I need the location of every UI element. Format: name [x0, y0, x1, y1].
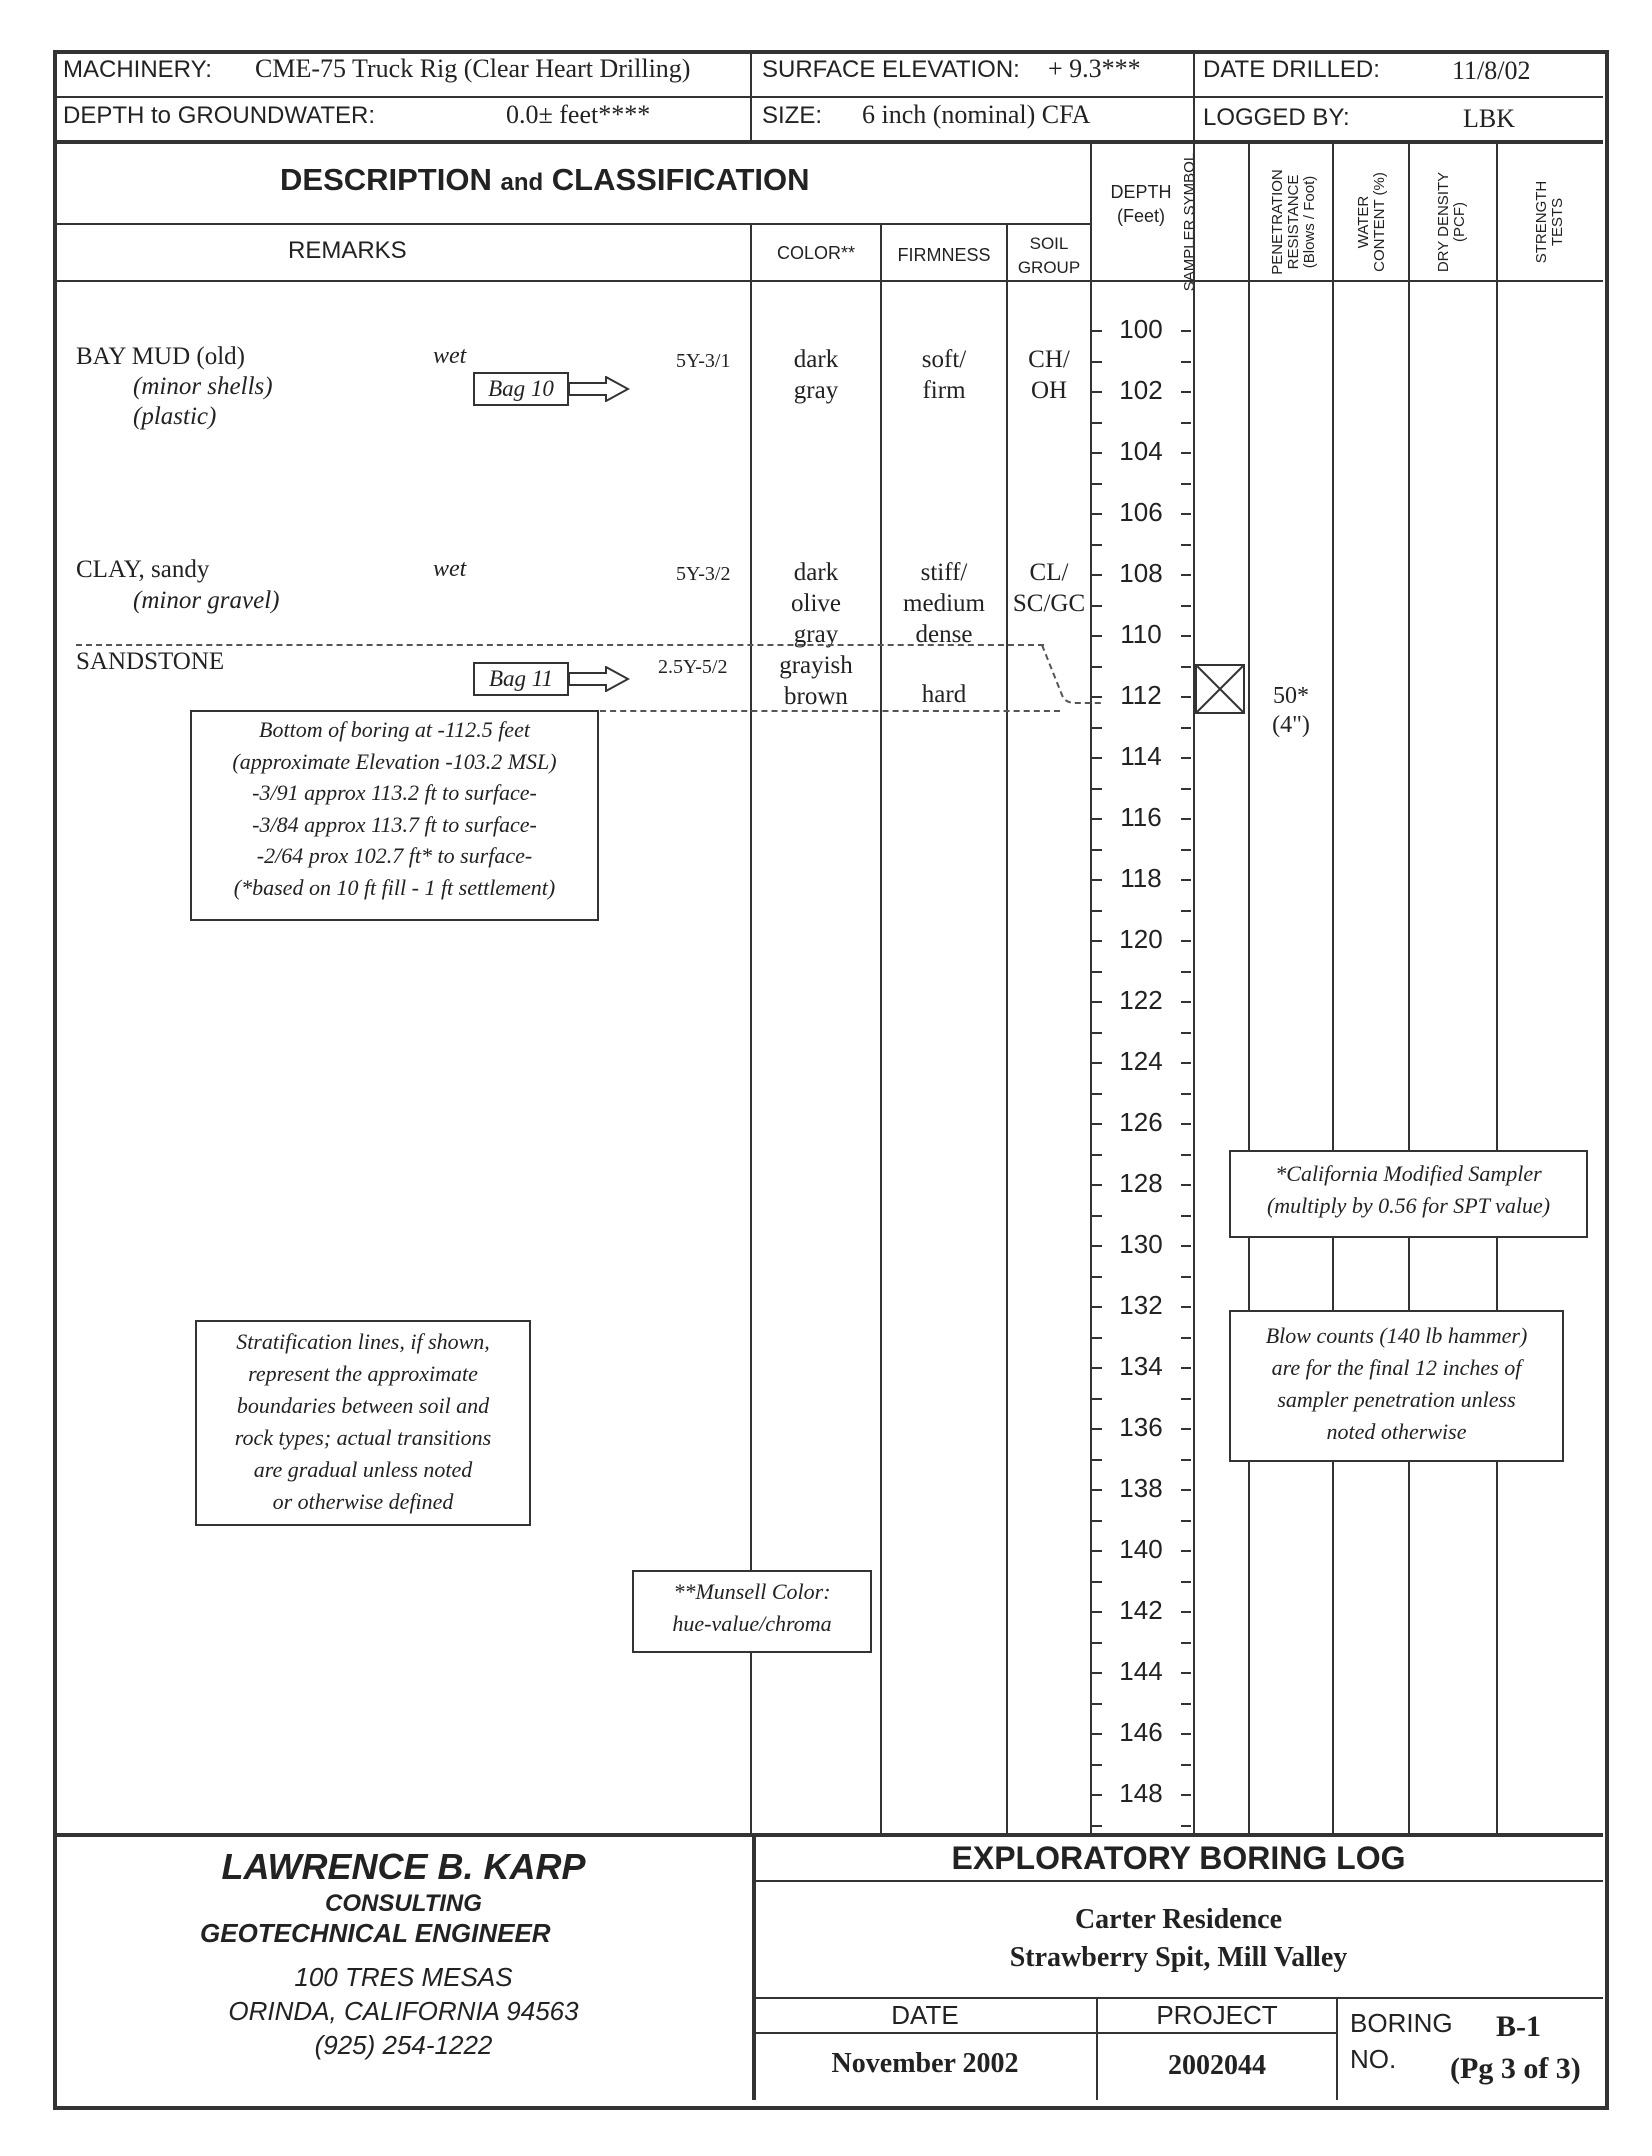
divider [754, 2032, 1336, 2034]
depth-tick [1181, 910, 1191, 912]
firmness-line: dense [915, 621, 973, 648]
date-drilled-value: 11/8/02 [1452, 56, 1531, 85]
depth-tick [1181, 1703, 1191, 1705]
depth-tick [1181, 1459, 1191, 1461]
color-line: grayish [779, 652, 853, 679]
note-line: are for the final 12 inches of [1271, 1355, 1522, 1380]
depth-header-2: (Feet) [1116, 206, 1165, 226]
depth-tick [1181, 1337, 1191, 1339]
dry-density-header-2: (PCF) [1451, 202, 1468, 242]
size-value: 6 inch (nominal) CFA [862, 100, 1091, 129]
depth-label: 140 [1119, 1534, 1163, 1564]
divider [754, 1997, 1603, 1999]
depth-tick [1092, 1215, 1102, 1217]
depth-tick [1092, 788, 1102, 790]
depth-tick [1181, 1733, 1191, 1735]
depth-tick [1181, 1398, 1191, 1400]
depth-tick [1092, 1550, 1102, 1552]
depth-tick [1181, 1764, 1191, 1766]
depth-tick [1092, 1489, 1102, 1491]
company-name: LAWRENCE B. KARP [221, 1846, 586, 1887]
depth-tick [1092, 1245, 1102, 1247]
depth-tick [1092, 635, 1102, 637]
depth-tick [1092, 1672, 1102, 1674]
depth-tick [1181, 452, 1191, 454]
depth-tick [1092, 1428, 1102, 1430]
depth-tick [1181, 1550, 1191, 1552]
bag-10-label: Bag 10 [473, 372, 569, 406]
divider [55, 223, 1090, 225]
depth-tick [1181, 1642, 1191, 1644]
divider [55, 140, 1603, 144]
depth-tick [1092, 1032, 1102, 1034]
depth-tick [1181, 513, 1191, 515]
depth-tick [1092, 1642, 1102, 1644]
layer-bay-mud-munsell: 5Y-3/1 [676, 350, 731, 372]
layer-bay-mud-name: BAY MUD (old) [76, 343, 245, 370]
note-line: Stratification lines, if shown, [236, 1329, 490, 1354]
penetration-header [1270, 142, 1322, 302]
divider [754, 1880, 1603, 1882]
depth-tick [1092, 910, 1102, 912]
depth-label: 110 [1120, 619, 1162, 649]
depth-label: 144 [1119, 1656, 1163, 1686]
sampler-symbol-header: SAMPLER SYMBOL [1181, 152, 1198, 292]
depth-label: 116 [1120, 802, 1162, 832]
depth-label: 146 [1119, 1717, 1163, 1747]
depth-header-1: DEPTH [1110, 182, 1172, 202]
blow-counts-note [1229, 1310, 1564, 1462]
water-content-header-1: WATER [1355, 195, 1372, 249]
project-label: PROJECT [1156, 2000, 1278, 2030]
depth-tick [1181, 940, 1191, 942]
depth-tick [1181, 330, 1191, 332]
california-sampler-note [1229, 1150, 1588, 1238]
company-address-2: ORINDA, CALIFORNIA 94563 [228, 1996, 579, 2026]
depth-tick [1092, 1001, 1102, 1003]
depth-tick [1092, 818, 1102, 820]
munsell-note [632, 1570, 872, 1653]
depth-tick [1092, 574, 1102, 576]
note-line: rock types; actual transitions [234, 1425, 492, 1450]
firmness-line: stiff/ [920, 559, 968, 586]
layer-bay-mud-note: (minor shells) [133, 373, 273, 400]
soil-group-header-2: GROUP [1017, 258, 1081, 277]
depth-tick [1181, 605, 1191, 607]
depth-tick [1092, 330, 1102, 332]
blows-value: 50* [1273, 683, 1309, 709]
color-line: dark [793, 346, 839, 373]
divider [1332, 142, 1334, 1833]
depth-tick [1181, 1093, 1191, 1095]
divider [1006, 223, 1008, 1833]
soil-group-line: CH/ [1028, 346, 1070, 373]
note-line: **Munsell Color: [673, 1579, 831, 1604]
depth-tick [1181, 1306, 1191, 1308]
depth-tick [1181, 422, 1191, 424]
depth-tick [1181, 1581, 1191, 1583]
depth-tick [1181, 757, 1191, 759]
depth-label: 136 [1119, 1412, 1163, 1442]
layer-clay-name: CLAY, sandy [76, 556, 210, 583]
depth-tick [1181, 1367, 1191, 1369]
project-name: Carter Residence [1074, 1904, 1283, 1935]
divider [55, 96, 1603, 98]
depth-tick [1092, 1825, 1102, 1827]
firmness-line: firm [922, 377, 966, 404]
depth-tick [1181, 1794, 1191, 1796]
size-label: SIZE: [762, 102, 823, 129]
depth-tick [1181, 1611, 1191, 1613]
depth-label: 142 [1119, 1595, 1163, 1625]
layer-bay-mud-moisture: wet [433, 343, 467, 369]
depth-tick [1181, 574, 1191, 576]
depth-tick [1092, 757, 1102, 759]
depth-tick [1092, 1794, 1102, 1796]
color-line: olive [791, 590, 841, 617]
depth-tick [1181, 849, 1191, 851]
depth-tick [1181, 1489, 1191, 1491]
depth-tick [1092, 422, 1102, 424]
depth-tick [1092, 879, 1102, 881]
soil-group-line: OH [1030, 377, 1068, 404]
depth-tick [1092, 391, 1102, 393]
soil-group-line: SC/GC [1012, 590, 1086, 617]
layer-clay-color [752, 557, 880, 650]
logged-by-label: LOGGED BY: [1203, 104, 1350, 131]
note-line: (approximate Elevation -103.2 MSL) [232, 748, 557, 774]
depth-label: 120 [1119, 924, 1163, 954]
water-content-header-2: CONTENT (%) [1371, 172, 1388, 272]
depth-tick [1092, 1062, 1102, 1064]
depth-tick [1092, 1398, 1102, 1400]
note-line: (*based on 10 ft fill - 1 ft settlement) [233, 874, 556, 900]
stratification-note [195, 1320, 531, 1526]
depth-label: 126 [1119, 1107, 1163, 1137]
depth-tick [1092, 1184, 1102, 1186]
divider [1090, 142, 1092, 1833]
divider [750, 52, 752, 142]
depth-label: 138 [1119, 1473, 1163, 1503]
note-line: -3/91 approx 113.2 ft to surface- [252, 780, 537, 805]
arrow-right-icon [568, 666, 630, 692]
water-content-header [1356, 152, 1396, 292]
divider [1408, 142, 1410, 1833]
log-title: EXPLORATORY BORING LOG [951, 1840, 1406, 1876]
layer-clay-munsell: 5Y-3/2 [676, 563, 731, 585]
penetration-header-2: RESISTANCE [1285, 174, 1302, 270]
depth-tick [1092, 1703, 1102, 1705]
depth-tick [1181, 1062, 1191, 1064]
note-line: boundaries between soil and [236, 1393, 490, 1418]
layer-sandstone-firmness: hard [921, 681, 967, 708]
layer-clay-firmness [882, 557, 1006, 650]
depth-label: 124 [1119, 1046, 1163, 1076]
depth-tick [1181, 1825, 1191, 1827]
date-value: November 2002 [831, 2048, 1019, 2079]
surface-elevation-label: SURFACE ELEVATION: [762, 56, 1020, 83]
note-line: sampler penetration unless [1277, 1387, 1516, 1412]
description-title-a: DESCRIPTION [280, 162, 492, 197]
project-location: Strawberry Spit, Mill Valley [1009, 1942, 1348, 1973]
depth-label: 108 [1119, 558, 1163, 588]
note-line: -3/84 approx 113.7 ft to surface- [252, 811, 537, 837]
depth-tick [1181, 818, 1191, 820]
company-address-1: 100 TRES MESAS [294, 1962, 513, 1992]
depth-label: 148 [1119, 1778, 1163, 1808]
depth-tick [1181, 1032, 1191, 1034]
penetration-inches: (4") [1272, 712, 1310, 738]
depth-tick [1092, 452, 1102, 454]
depth-tick [1181, 1672, 1191, 1674]
color-line: dark [793, 559, 839, 586]
arrow-right-icon [568, 376, 630, 402]
machinery-value: CME-75 Truck Rig (Clear Heart Drilling) [255, 54, 691, 83]
date-drilled-label: DATE DRILLED: [1203, 56, 1380, 83]
depth-tick [1092, 544, 1102, 546]
description-title [280, 162, 810, 198]
depth-tick [1181, 1154, 1191, 1156]
strength-tests-header [1534, 152, 1574, 292]
divider [1336, 1997, 1338, 2100]
depth-tick [1092, 1306, 1102, 1308]
note-line: are gradual unless noted [253, 1457, 473, 1482]
color-line: gray [793, 621, 839, 648]
depth-tick [1181, 1245, 1191, 1247]
strength-tests-header-1: STRENGTH [1533, 180, 1550, 264]
depth-label: 106 [1119, 497, 1163, 527]
depth-tick [1181, 1520, 1191, 1522]
depth-tick [1092, 1123, 1102, 1125]
depth-tick [1092, 361, 1102, 363]
penetration-header-3: (Blows / Foot) [1301, 175, 1318, 269]
depth-label: 104 [1119, 436, 1163, 466]
depth-label: 128 [1119, 1168, 1163, 1198]
depth-tick [1181, 788, 1191, 790]
depth-tick [1181, 1428, 1191, 1430]
bag-11-label: Bag 11 [473, 662, 569, 696]
depth-tick [1092, 483, 1102, 485]
firmness-line: medium [903, 590, 985, 617]
layer-bay-mud-note: (plastic) [133, 403, 217, 430]
depth-tick [1181, 1001, 1191, 1003]
groundwater-value: 0.0± feet**** [506, 100, 651, 129]
note-line: represent the approximate [248, 1361, 478, 1386]
note-line: *California Modified Sampler [1275, 1161, 1542, 1186]
depth-tick [1181, 1123, 1191, 1125]
depth-tick [1092, 1520, 1102, 1522]
depth-tick [1181, 483, 1191, 485]
penetration-header-1: PENETRATION [1269, 169, 1286, 275]
layer-bay-mud-color [752, 344, 880, 406]
firmness-header: FIRMNESS [897, 245, 991, 265]
company-line-1: CONSULTING [325, 1890, 482, 1917]
layer-sandstone-name: SANDSTONE [76, 648, 225, 675]
divider [55, 1833, 1603, 1837]
note-line: noted otherwise [1326, 1419, 1467, 1444]
depth-label: 130 [1119, 1229, 1163, 1259]
layer-clay-note: (minor gravel) [133, 587, 280, 614]
depth-tick [1181, 666, 1191, 668]
note-line: (multiply by 0.56 for SPT value) [1266, 1193, 1551, 1218]
note-line: Bottom of boring at -112.5 feet [259, 717, 530, 742]
layer-sandstone-munsell: 2.5Y-5/2 [658, 656, 728, 678]
depth-label: 114 [1120, 741, 1162, 771]
divider [1193, 142, 1195, 1833]
depth-tick [1181, 635, 1191, 637]
note-line: -2/64 prox 102.7 ft* to surface- [256, 843, 533, 868]
depth-tick [1181, 1184, 1191, 1186]
depth-tick [1092, 1154, 1102, 1156]
depth-tick [1092, 1581, 1102, 1583]
depth-label: 134 [1119, 1351, 1163, 1381]
depth-tick [1181, 391, 1191, 393]
note-line: or otherwise defined [272, 1489, 454, 1514]
depth-tick [1181, 696, 1191, 698]
logged-by-value: LBK [1463, 104, 1515, 133]
layer-bay-mud-firmness [882, 344, 1006, 406]
depth-tick [1181, 879, 1191, 881]
soil-group-header [1008, 232, 1090, 280]
divider [1496, 142, 1498, 1833]
company-phone: (925) 254-1222 [314, 2030, 493, 2060]
soil-group-line: CL/ [1029, 559, 1069, 586]
firmness-line: soft/ [921, 346, 967, 373]
depth-tick [1092, 849, 1102, 851]
company-line-2: GEOTECHNICAL ENGINEER [200, 1918, 551, 1948]
depth-tick [1092, 971, 1102, 973]
stratification-line [1040, 643, 1110, 713]
bottom-of-boring-note [190, 710, 599, 921]
color-header: COLOR** [776, 243, 856, 263]
depth-tick [1092, 1093, 1102, 1095]
depth-tick [1181, 1276, 1191, 1278]
note-line: Blow counts (140 lb hammer) [1265, 1323, 1528, 1348]
depth-tick [1092, 1764, 1102, 1766]
depth-label: 112 [1120, 680, 1162, 710]
note-line: hue-value/chroma [672, 1611, 832, 1636]
layer-clay-soil-group [1008, 557, 1090, 619]
groundwater-label: DEPTH to GROUNDWATER: [63, 102, 376, 129]
layer-clay-moisture: wet [433, 556, 467, 582]
boring-label-1: BORING [1350, 2008, 1453, 2038]
depth-tick [1181, 361, 1191, 363]
depth-tick [1092, 1337, 1102, 1339]
soil-group-header-1: SOIL [1029, 234, 1069, 253]
depth-tick [1092, 1733, 1102, 1735]
depth-header [1092, 180, 1190, 228]
depth-tick [1092, 605, 1102, 607]
page-indicator: (Pg 3 of 3) [1450, 2052, 1581, 2085]
divider [880, 223, 882, 1833]
depth-label: 122 [1119, 985, 1163, 1015]
depth-label: 132 [1119, 1290, 1163, 1320]
stratification-line [76, 644, 1044, 646]
layer-bay-mud-soil-group [1008, 344, 1090, 406]
depth-tick [1092, 727, 1102, 729]
depth-tick [1092, 1276, 1102, 1278]
remarks-header: REMARKS [288, 237, 407, 264]
machinery-label: MACHINERY: [63, 56, 212, 83]
color-line: brown [784, 683, 848, 710]
depth-tick [1092, 1459, 1102, 1461]
boring-label-2: NO. [1350, 2044, 1397, 2074]
depth-label: 100 [1119, 314, 1163, 344]
depth-tick [1092, 940, 1102, 942]
description-title-and: and [500, 169, 544, 196]
depth-tick [1092, 1611, 1102, 1613]
depth-label: 118 [1120, 863, 1162, 893]
strength-tests-header-2: TESTS [1549, 197, 1566, 247]
divider [1248, 142, 1250, 1833]
date-label: DATE [891, 2000, 959, 2030]
penetration-resistance-value [1250, 682, 1332, 740]
color-line: gray [793, 377, 839, 404]
project-number: 2002044 [1168, 2050, 1266, 2081]
depth-tick [1181, 544, 1191, 546]
depth-label: 102 [1119, 375, 1163, 405]
depth-tick [1092, 1367, 1102, 1369]
depth-tick [1181, 727, 1191, 729]
depth-tick [1092, 513, 1102, 515]
description-title-b: CLASSIFICATION [551, 162, 810, 197]
layer-sandstone-color [752, 650, 880, 712]
dry-density-header [1436, 152, 1476, 292]
boring-number: B-1 [1496, 2010, 1541, 2043]
sampler-x-icon [1192, 663, 1248, 715]
surface-elevation-value: + 9.3*** [1048, 54, 1141, 83]
dry-density-header-1: DRY DENSITY [1435, 171, 1452, 273]
depth-tick [1181, 1215, 1191, 1217]
depth-tick [1181, 971, 1191, 973]
